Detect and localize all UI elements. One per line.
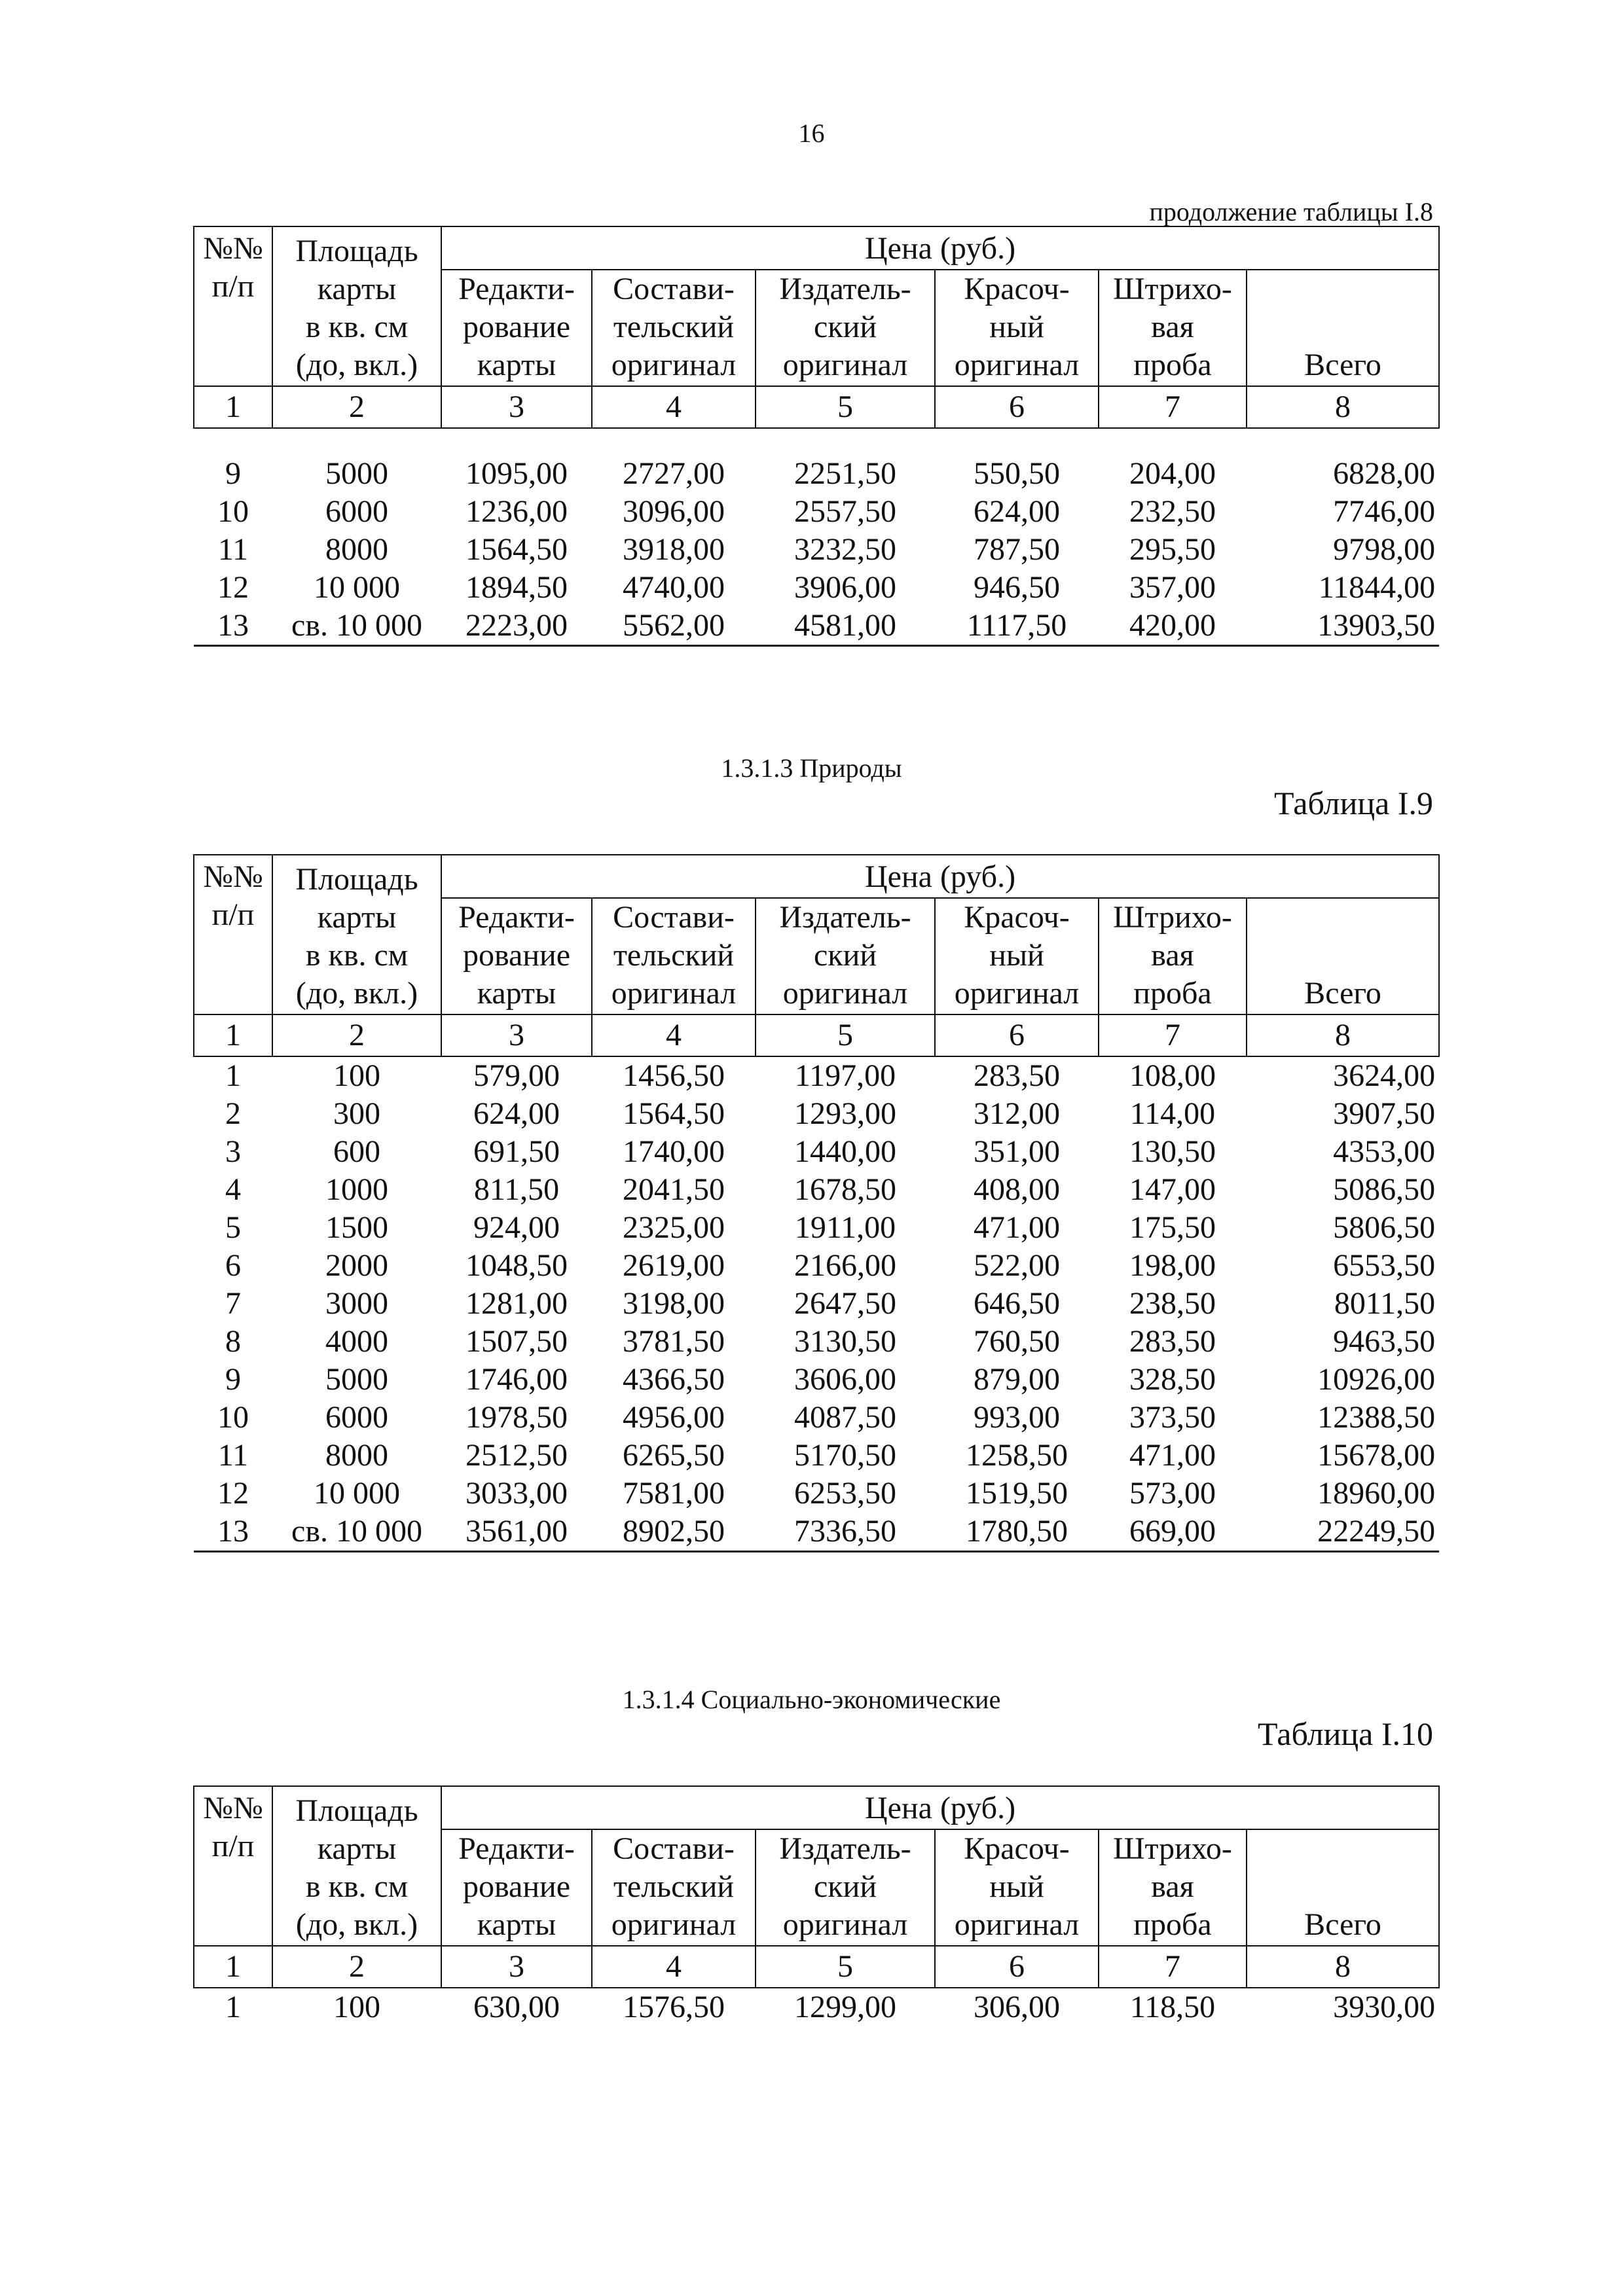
compiler-price: 1576,50 (623, 1990, 725, 2024)
header-area-line: в кв. см (305, 310, 409, 344)
total-price: 6828,00 (1333, 456, 1436, 491)
proof-price: 130,50 (1129, 1134, 1216, 1169)
area-value: 10 000 (314, 1476, 400, 1511)
row-number: 13 (194, 607, 272, 646)
column-number: 5 (756, 1014, 935, 1056)
table-row (194, 1285, 1439, 1323)
color-price: 471,00 (974, 1210, 1060, 1245)
row-number: 12 (217, 570, 249, 605)
publisher-price: 6253,50 (794, 1476, 896, 1511)
header-area-line: карты (317, 1831, 397, 1866)
row-number: 1 (225, 1990, 241, 2024)
editing-price: 924,00 (473, 1210, 560, 1245)
area-value: 5000 (325, 1362, 388, 1397)
color-price: 879,00 (974, 1362, 1060, 1397)
header-area (272, 855, 441, 1014)
total-price: 6553,50 (1333, 1248, 1436, 1283)
column-number: 2 (272, 386, 441, 428)
proof-price: 373,50 (1129, 1400, 1216, 1435)
row-number: 6 (225, 1248, 241, 1283)
header-proof-line: Штрихо- (1113, 1831, 1232, 1866)
price-table-i9 (193, 854, 1440, 1552)
header-editing-line: карты (477, 348, 556, 382)
table-row (194, 1513, 1439, 1552)
header-proof-line: проба (1133, 976, 1212, 1011)
header-color (935, 270, 1099, 386)
area-value: 100 (333, 1990, 380, 2024)
editing-price: 579,00 (473, 1058, 560, 1093)
header-color (935, 1829, 1099, 1946)
compiler-price: 1740,00 (623, 1134, 725, 1169)
column-number: 8 (1247, 386, 1439, 428)
publisher-price: 1293,00 (794, 1096, 896, 1131)
publisher-price: 1197,00 (794, 1058, 896, 1093)
column-number: 5 (756, 386, 935, 428)
compiler-price: 2727,00 (623, 456, 725, 491)
row-number: 8 (225, 1324, 241, 1359)
header-price-group: Цена (руб.) (441, 855, 1439, 898)
header-compiler-line: Состави- (613, 272, 735, 306)
header-area (272, 226, 441, 386)
header-compiler-line: оригинал (611, 976, 737, 1011)
header-pp-label: п/п (211, 1829, 255, 1863)
color-price: 1519,50 (966, 1476, 1068, 1511)
row-number: 9 (225, 1362, 241, 1397)
editing-price: 2223,00 (441, 607, 592, 646)
table-row (194, 1437, 1439, 1475)
row-number: 5 (225, 1210, 241, 1245)
publisher-price: 3130,50 (794, 1324, 896, 1359)
header-num-label: №№ (203, 1791, 263, 1825)
header-color-line: Красоч- (964, 900, 1070, 935)
header-area-line: (до, вкл.) (295, 348, 418, 382)
editing-price: 1236,00 (465, 494, 568, 529)
header-total: Всего (1247, 1829, 1439, 1946)
proof-price: 573,00 (1129, 1476, 1216, 1511)
publisher-price: 1678,50 (794, 1172, 896, 1207)
proof-price: 232,50 (1129, 494, 1216, 529)
header-price-group: Цена (руб.) (441, 1786, 1439, 1829)
table-row (194, 1323, 1439, 1361)
price-table-i10 (193, 1785, 1440, 2026)
editing-price: 1281,00 (465, 1286, 568, 1321)
area-value: 4000 (325, 1324, 388, 1359)
total-price: 10926,00 (1317, 1362, 1436, 1397)
header-compiler-line: тельский (613, 938, 735, 973)
publisher-price: 2557,50 (794, 494, 896, 529)
column-number: 1 (194, 1014, 272, 1056)
header-compiler-line: Состави- (613, 900, 735, 935)
header-area-line: Площадь (295, 862, 418, 897)
table-row (194, 1171, 1439, 1209)
header-compiler-line: оригинал (611, 348, 737, 382)
publisher-price: 5170,50 (794, 1438, 896, 1473)
color-price: 522,00 (974, 1248, 1060, 1283)
proof-price: 118,50 (1129, 1990, 1216, 2024)
total-price: 9798,00 (1333, 532, 1436, 567)
column-number: 4 (592, 386, 756, 428)
header-total: Всего (1247, 898, 1439, 1014)
header-proof-line: Штрихо- (1113, 272, 1232, 306)
header-row-number (194, 855, 272, 1014)
color-price: 787,50 (974, 532, 1060, 567)
table-row (194, 1988, 1439, 2026)
header-compiler-line: тельский (613, 1869, 735, 1904)
header-color-line: ный (989, 310, 1044, 344)
column-number: 1 (194, 386, 272, 428)
header-color-line: Красоч- (964, 1831, 1070, 1866)
area-value: 2000 (325, 1248, 388, 1283)
total-price: 3907,50 (1333, 1096, 1436, 1131)
proof-price: 669,00 (1099, 1513, 1247, 1552)
editing-price: 1048,50 (465, 1248, 568, 1283)
header-compiler-line: Состави- (613, 1831, 735, 1866)
table-row (194, 1247, 1439, 1285)
header-row-number (194, 226, 272, 386)
header-proof-line: проба (1133, 1907, 1212, 1942)
total-price: 5086,50 (1333, 1172, 1436, 1207)
header-editing-line: рование (462, 1869, 570, 1904)
compiler-price: 3918,00 (623, 532, 725, 567)
header-publisher (756, 270, 935, 386)
header-color-line: Красоч- (964, 272, 1070, 306)
header-area-line: в кв. см (305, 1869, 409, 1904)
header-publisher-line: Издатель- (779, 1831, 911, 1866)
publisher-price: 4087,50 (794, 1400, 896, 1435)
area-value: 600 (333, 1134, 380, 1169)
proof-price: 295,50 (1129, 532, 1216, 567)
editing-price: 3561,00 (441, 1513, 592, 1552)
proof-price: 147,00 (1129, 1172, 1216, 1207)
row-number: 11 (217, 532, 249, 567)
total-price: 4353,00 (1333, 1134, 1436, 1169)
header-editing-line: карты (477, 976, 556, 1011)
area-value: 10 000 (314, 570, 400, 605)
row-number: 9 (225, 456, 241, 491)
compiler-price: 7581,00 (623, 1476, 725, 1511)
header-publisher (756, 898, 935, 1014)
header-row-number (194, 1786, 272, 1946)
proof-price: 357,00 (1129, 570, 1216, 605)
header-publisher-line: оригинал (782, 976, 908, 1011)
color-price: 408,00 (974, 1172, 1060, 1207)
area-value: 1000 (325, 1172, 388, 1207)
total-price: 8011,50 (1334, 1286, 1436, 1321)
table-label-i9: Таблица I.9 (1274, 785, 1433, 821)
header-editing-line: Редакти- (458, 1831, 575, 1866)
area-value: 1500 (325, 1210, 388, 1245)
editing-price: 1894,50 (465, 570, 568, 605)
area-value: 100 (333, 1058, 380, 1093)
header-color-line: оригинал (954, 976, 1080, 1011)
editing-price: 1746,00 (465, 1362, 568, 1397)
header-area-line: (до, вкл.) (295, 1907, 418, 1942)
page-number: 16 (798, 118, 825, 148)
column-number: 2 (272, 1014, 441, 1056)
table-row (194, 1361, 1439, 1399)
column-number: 4 (592, 1014, 756, 1056)
column-number: 7 (1099, 1014, 1247, 1056)
color-price: 1117,50 (935, 607, 1099, 646)
header-area (272, 1786, 441, 1946)
area-value: 8000 (325, 1438, 388, 1473)
column-number: 6 (935, 386, 1099, 428)
proof-price: 283,50 (1129, 1324, 1216, 1359)
header-compiler (592, 898, 756, 1014)
header-editing (441, 270, 592, 386)
publisher-price: 1440,00 (794, 1134, 896, 1169)
proof-price: 328,50 (1129, 1362, 1216, 1397)
row-number: 4 (225, 1172, 241, 1207)
header-proof-line: вая (1151, 938, 1194, 973)
compiler-price: 3198,00 (623, 1286, 725, 1321)
proof-price: 204,00 (1129, 456, 1216, 491)
column-number: 7 (1099, 386, 1247, 428)
header-compiler-line: тельский (613, 310, 735, 344)
editing-price: 2512,50 (465, 1438, 568, 1473)
compiler-price: 5562,00 (592, 607, 756, 646)
header-compiler (592, 1829, 756, 1946)
header-publisher-line: ский (814, 938, 877, 973)
column-number: 5 (756, 1946, 935, 1988)
compiler-price: 4740,00 (623, 570, 725, 605)
column-number: 1 (194, 1946, 272, 1988)
column-number: 7 (1099, 1946, 1247, 1988)
editing-price: 3033,00 (465, 1476, 568, 1511)
row-number: 1 (225, 1058, 241, 1093)
header-compiler-line: оригинал (611, 1907, 737, 1942)
total-price: 12388,50 (1317, 1400, 1436, 1435)
color-price: 351,00 (974, 1134, 1060, 1169)
header-total: Всего (1247, 270, 1439, 386)
column-number: 2 (272, 1946, 441, 1988)
publisher-price: 2166,00 (794, 1248, 896, 1283)
header-compiler (592, 270, 756, 386)
color-price: 306,00 (974, 1990, 1060, 2024)
compiler-price: 2325,00 (623, 1210, 725, 1245)
color-price: 946,50 (974, 570, 1060, 605)
area-value: 8000 (325, 532, 388, 567)
table-row (194, 1056, 1439, 1095)
table-row (194, 569, 1439, 607)
header-num-label: №№ (203, 231, 263, 266)
header-editing-line: рование (462, 310, 570, 344)
header-color-line: оригинал (954, 1907, 1080, 1942)
area-value: 5000 (325, 456, 388, 491)
publisher-price: 2251,50 (794, 456, 896, 491)
column-number: 8 (1247, 1946, 1439, 1988)
proof-price: 238,50 (1129, 1286, 1216, 1321)
publisher-price: 7336,50 (756, 1513, 935, 1552)
publisher-price: 1911,00 (794, 1210, 896, 1245)
header-area-line: карты (317, 272, 397, 306)
compiler-price: 1564,50 (623, 1096, 725, 1131)
area-value: св. 10 000 (272, 1513, 441, 1552)
total-price: 15678,00 (1317, 1438, 1436, 1473)
color-price: 646,50 (974, 1286, 1060, 1321)
header-editing (441, 898, 592, 1014)
table-row (194, 531, 1439, 569)
header-proof (1099, 898, 1247, 1014)
area-value: 3000 (325, 1286, 388, 1321)
total-price: 3930,00 (1333, 1990, 1436, 2024)
color-price: 312,00 (974, 1096, 1060, 1131)
color-price: 550,50 (974, 456, 1060, 491)
editing-price: 691,50 (473, 1134, 560, 1169)
publisher-price: 3232,50 (794, 532, 896, 567)
editing-price: 1095,00 (465, 456, 568, 491)
header-color (935, 898, 1099, 1014)
publisher-price: 3906,00 (794, 570, 896, 605)
header-proof-line: проба (1133, 348, 1212, 382)
editing-price: 624,00 (473, 1096, 560, 1131)
proof-price: 198,00 (1129, 1248, 1216, 1283)
table-row (194, 1209, 1439, 1247)
compiler-price: 6265,50 (623, 1438, 725, 1473)
column-number: 3 (441, 386, 592, 428)
header-proof-line: вая (1151, 1869, 1194, 1904)
total-price: 18960,00 (1317, 1476, 1436, 1511)
total-price: 5806,50 (1333, 1210, 1436, 1245)
table-row (194, 455, 1439, 493)
color-price: 1780,50 (935, 1513, 1099, 1552)
publisher-price: 3606,00 (794, 1362, 896, 1397)
area-value: 6000 (325, 494, 388, 529)
total-price: 3624,00 (1333, 1058, 1436, 1093)
header-pp-label: п/п (211, 269, 255, 304)
header-proof (1099, 270, 1247, 386)
header-area-line: Площадь (295, 1793, 418, 1828)
header-color-line: ный (989, 1869, 1044, 1904)
header-editing-line: Редакти- (458, 272, 575, 306)
compiler-price: 2619,00 (623, 1248, 725, 1283)
header-area-line: (до, вкл.) (295, 976, 418, 1011)
total-price: 9463,50 (1333, 1324, 1436, 1359)
row-number: 11 (217, 1438, 249, 1473)
color-price: 283,50 (974, 1058, 1060, 1093)
table-row (194, 1133, 1439, 1171)
compiler-price: 2041,50 (623, 1172, 725, 1207)
continuation-label: продолжение таблицы I.8 (1149, 197, 1433, 226)
compiler-price: 3096,00 (623, 494, 725, 529)
column-number: 6 (935, 1946, 1099, 1988)
editing-price: 1978,50 (465, 1400, 568, 1435)
editing-price: 811,50 (473, 1172, 560, 1207)
row-number: 10 (217, 1400, 249, 1435)
row-number: 7 (225, 1286, 241, 1321)
row-number: 3 (225, 1134, 241, 1169)
table-row (194, 1095, 1439, 1133)
total-price: 13903,50 (1247, 607, 1439, 646)
proof-price: 175,50 (1129, 1210, 1216, 1245)
row-number: 2 (225, 1096, 241, 1131)
header-pp-label: п/п (211, 897, 255, 932)
area-value: 300 (333, 1096, 380, 1131)
header-publisher-line: ский (814, 310, 877, 344)
editing-price: 1507,50 (465, 1324, 568, 1359)
price-table-i8 (193, 226, 1440, 647)
total-price: 11844,00 (1318, 570, 1436, 605)
publisher-price: 2647,50 (794, 1286, 896, 1321)
compiler-price: 4366,50 (623, 1362, 725, 1397)
proof-price: 471,00 (1129, 1438, 1216, 1473)
table-row (194, 1475, 1439, 1513)
header-proof-line: Штрихо- (1113, 900, 1232, 935)
compiler-price: 3781,50 (623, 1324, 725, 1359)
header-publisher-line: ский (814, 1869, 877, 1904)
table-row (194, 493, 1439, 531)
row-number: 10 (217, 494, 249, 529)
header-editing-line: карты (477, 1907, 556, 1942)
compiler-price: 1456,50 (623, 1058, 725, 1093)
proof-price: 420,00 (1099, 607, 1247, 646)
header-area-line: карты (317, 900, 397, 935)
table-row (194, 1399, 1439, 1437)
total-price: 7746,00 (1333, 494, 1436, 529)
column-number: 4 (592, 1946, 756, 1988)
column-number: 3 (441, 1014, 592, 1056)
editing-price: 630,00 (473, 1990, 560, 2024)
header-publisher-line: Издатель- (779, 900, 911, 935)
row-number: 12 (217, 1476, 249, 1511)
total-price: 22249,50 (1247, 1513, 1439, 1552)
header-proof-line: вая (1151, 310, 1194, 344)
header-num-label: №№ (203, 859, 263, 894)
compiler-price: 4956,00 (623, 1400, 725, 1435)
proof-price: 114,00 (1129, 1096, 1216, 1131)
header-area-line: в кв. см (305, 938, 409, 973)
header-publisher-line: оригинал (782, 348, 908, 382)
proof-price: 108,00 (1129, 1058, 1216, 1093)
column-number: 8 (1247, 1014, 1439, 1056)
header-editing (441, 1829, 592, 1946)
section-heading-socio: 1.3.1.4 Социально-экономические (622, 1685, 1001, 1714)
header-publisher-line: Издатель- (779, 272, 911, 306)
header-color-line: ный (989, 938, 1044, 973)
color-price: 1258,50 (966, 1438, 1068, 1473)
section-heading-nature: 1.3.1.3 Природы (721, 753, 902, 783)
header-editing-line: Редакти- (458, 900, 575, 935)
header-proof (1099, 1829, 1247, 1946)
column-number: 3 (441, 1946, 592, 1988)
publisher-price: 4581,00 (756, 607, 935, 646)
header-color-line: оригинал (954, 348, 1080, 382)
header-publisher (756, 1829, 935, 1946)
color-price: 993,00 (974, 1400, 1060, 1435)
header-publisher-line: оригинал (782, 1907, 908, 1942)
color-price: 624,00 (974, 494, 1060, 529)
color-price: 760,50 (974, 1324, 1060, 1359)
compiler-price: 8902,50 (592, 1513, 756, 1552)
row-number: 13 (194, 1513, 272, 1552)
area-value: св. 10 000 (272, 607, 441, 646)
column-number: 6 (935, 1014, 1099, 1056)
table-label-i10: Таблица I.10 (1258, 1715, 1433, 1752)
header-price-group: Цена (руб.) (441, 226, 1439, 270)
publisher-price: 1299,00 (794, 1990, 896, 2024)
header-area-line: Площадь (295, 234, 418, 268)
header-editing-line: рование (462, 938, 570, 973)
area-value: 6000 (325, 1400, 388, 1435)
table-row (194, 607, 1439, 646)
editing-price: 1564,50 (465, 532, 568, 567)
